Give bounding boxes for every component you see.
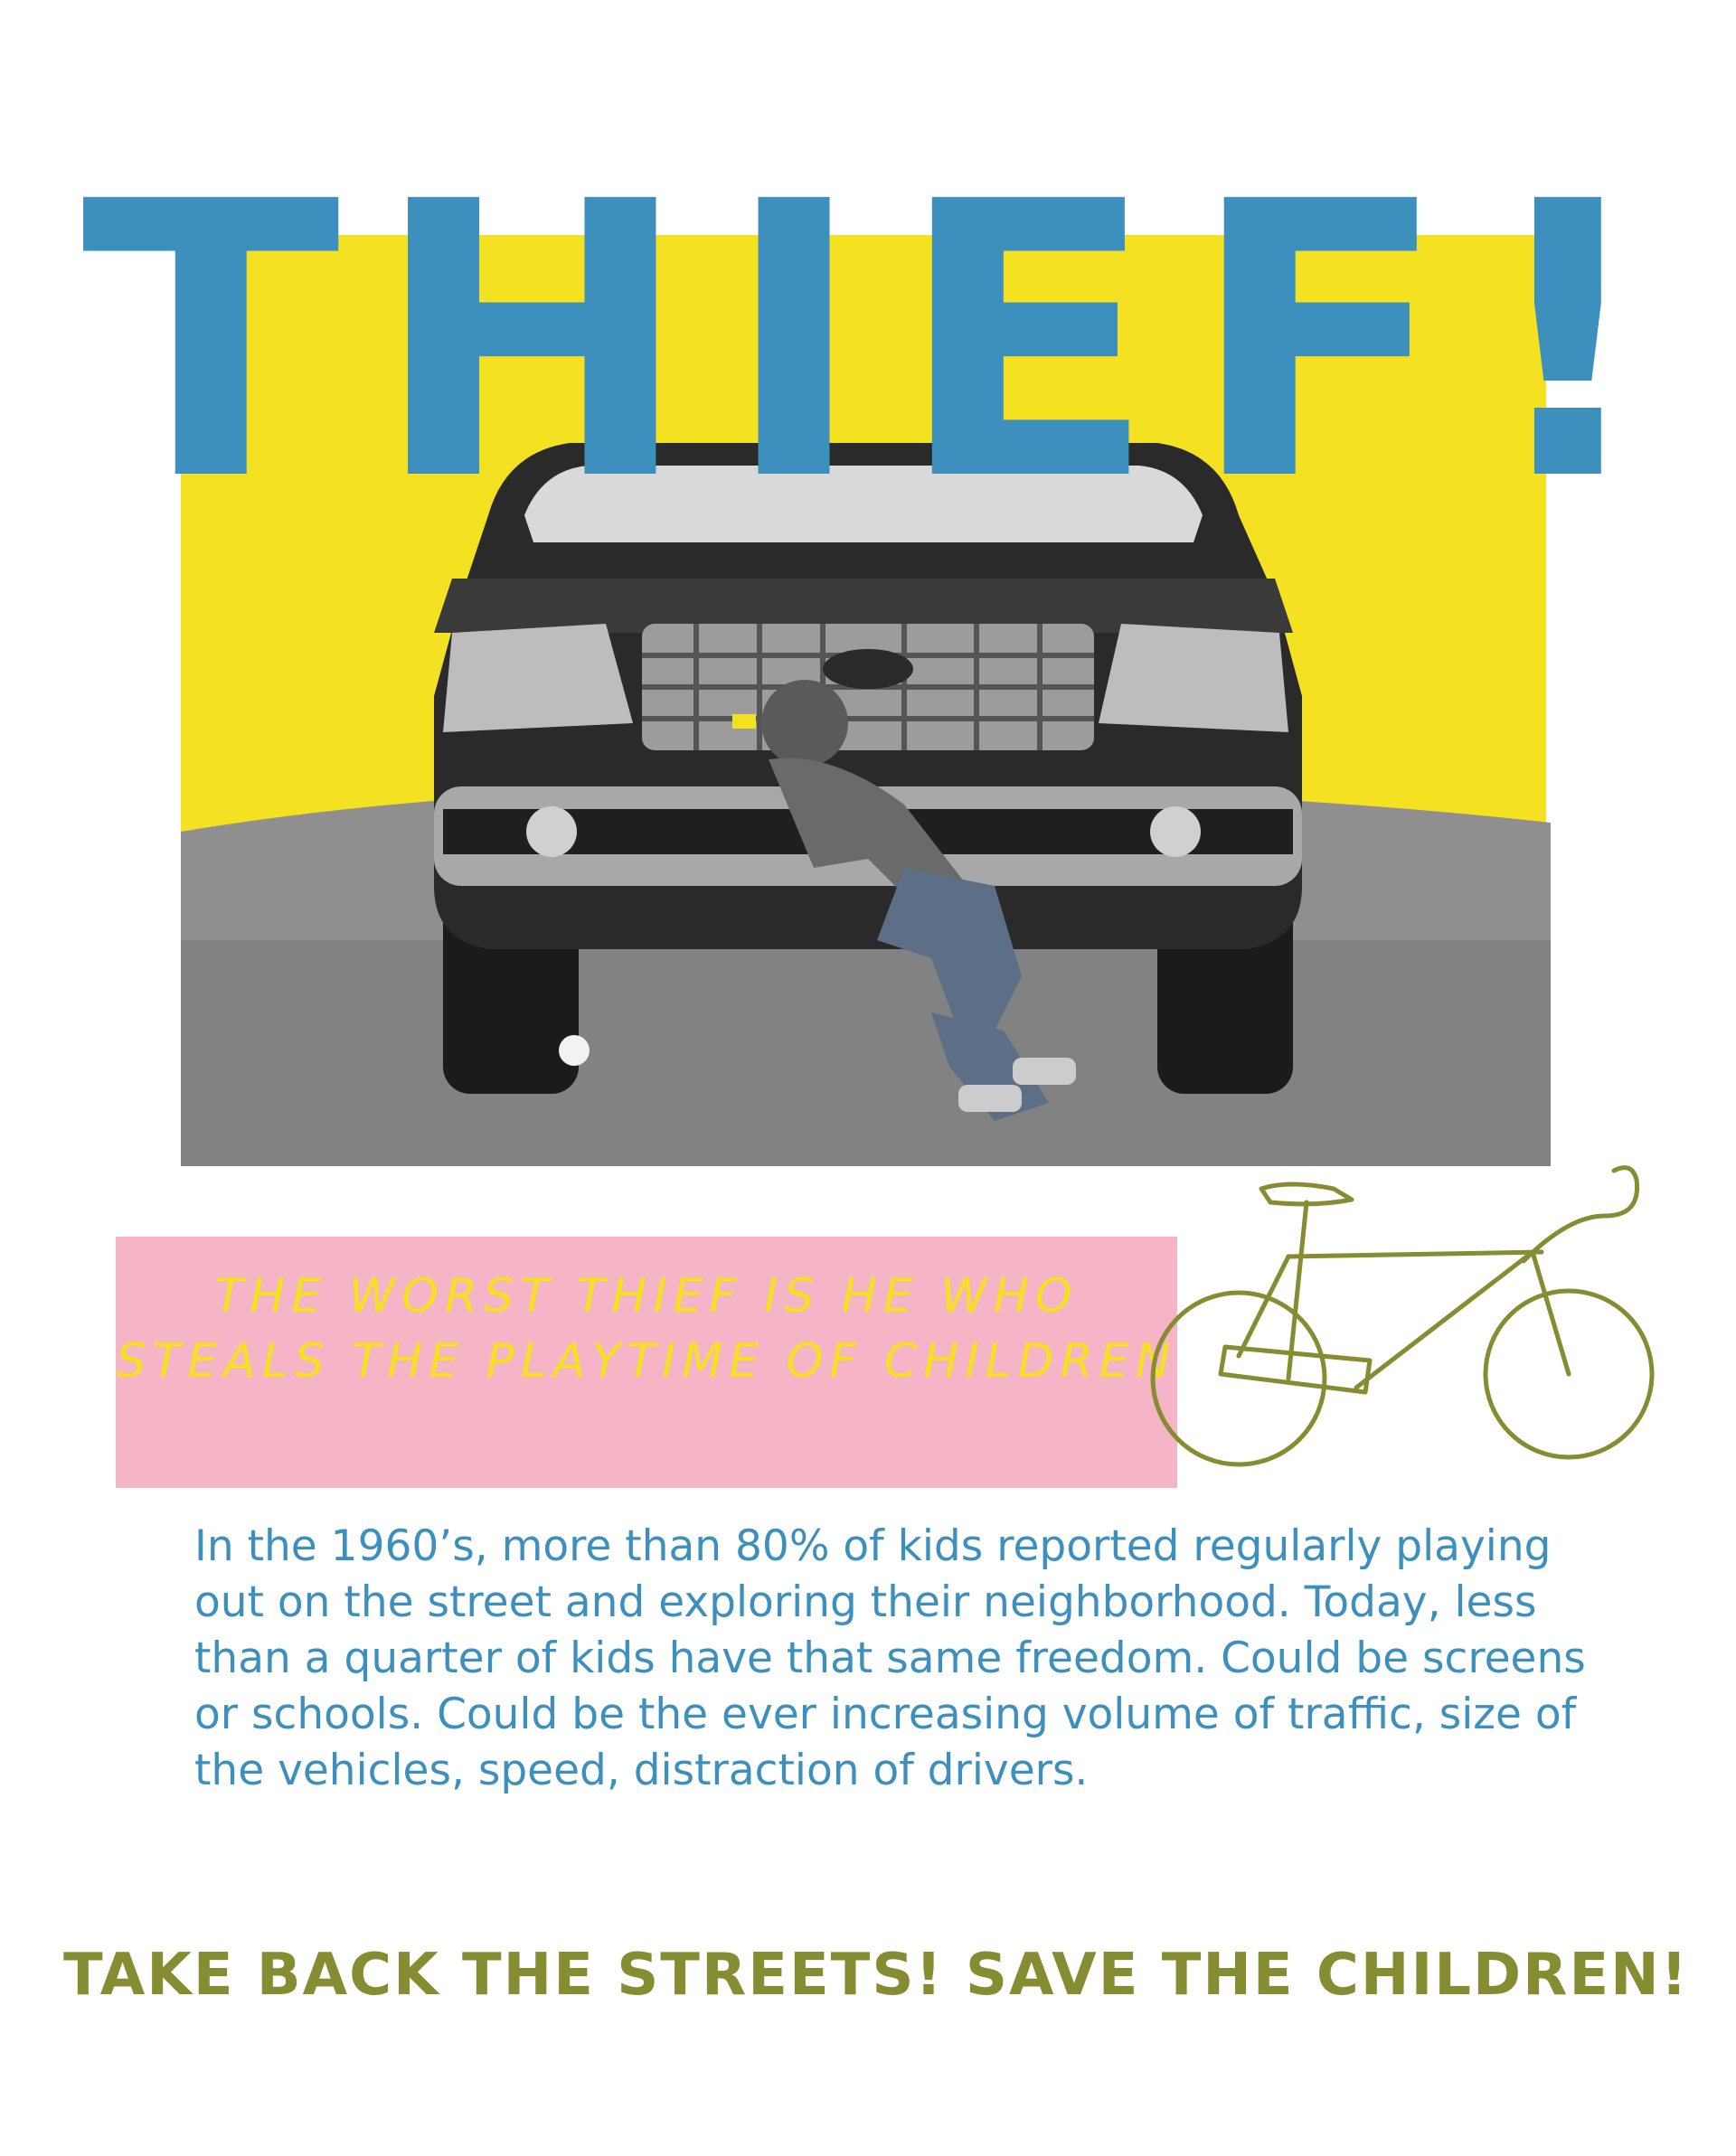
headline: THIEF!	[81, 122, 1687, 564]
quote-box	[116, 1237, 1177, 1488]
call-to-action: TAKE BACK THE STREETS! SAVE THE CHILDREN!	[63, 1942, 1689, 2009]
body-paragraph: In the 1960’s, more than 80% of kids reported regularly playing out on the street and exploring their neighborhood. Today, less than a quarter of kids have that same freedom. Could be screens or schools. Could be the ever increasing volume of traffic, size of the vehicles, speed, distraction of drivers.	[194, 1521, 1586, 1795]
quote-text: THE WORST THIEF IS HE WHO STEALS THE PLAYTIME OF CHILDREN	[116, 1269, 1177, 1389]
bicycle-drawing	[1135, 1162, 1677, 1469]
